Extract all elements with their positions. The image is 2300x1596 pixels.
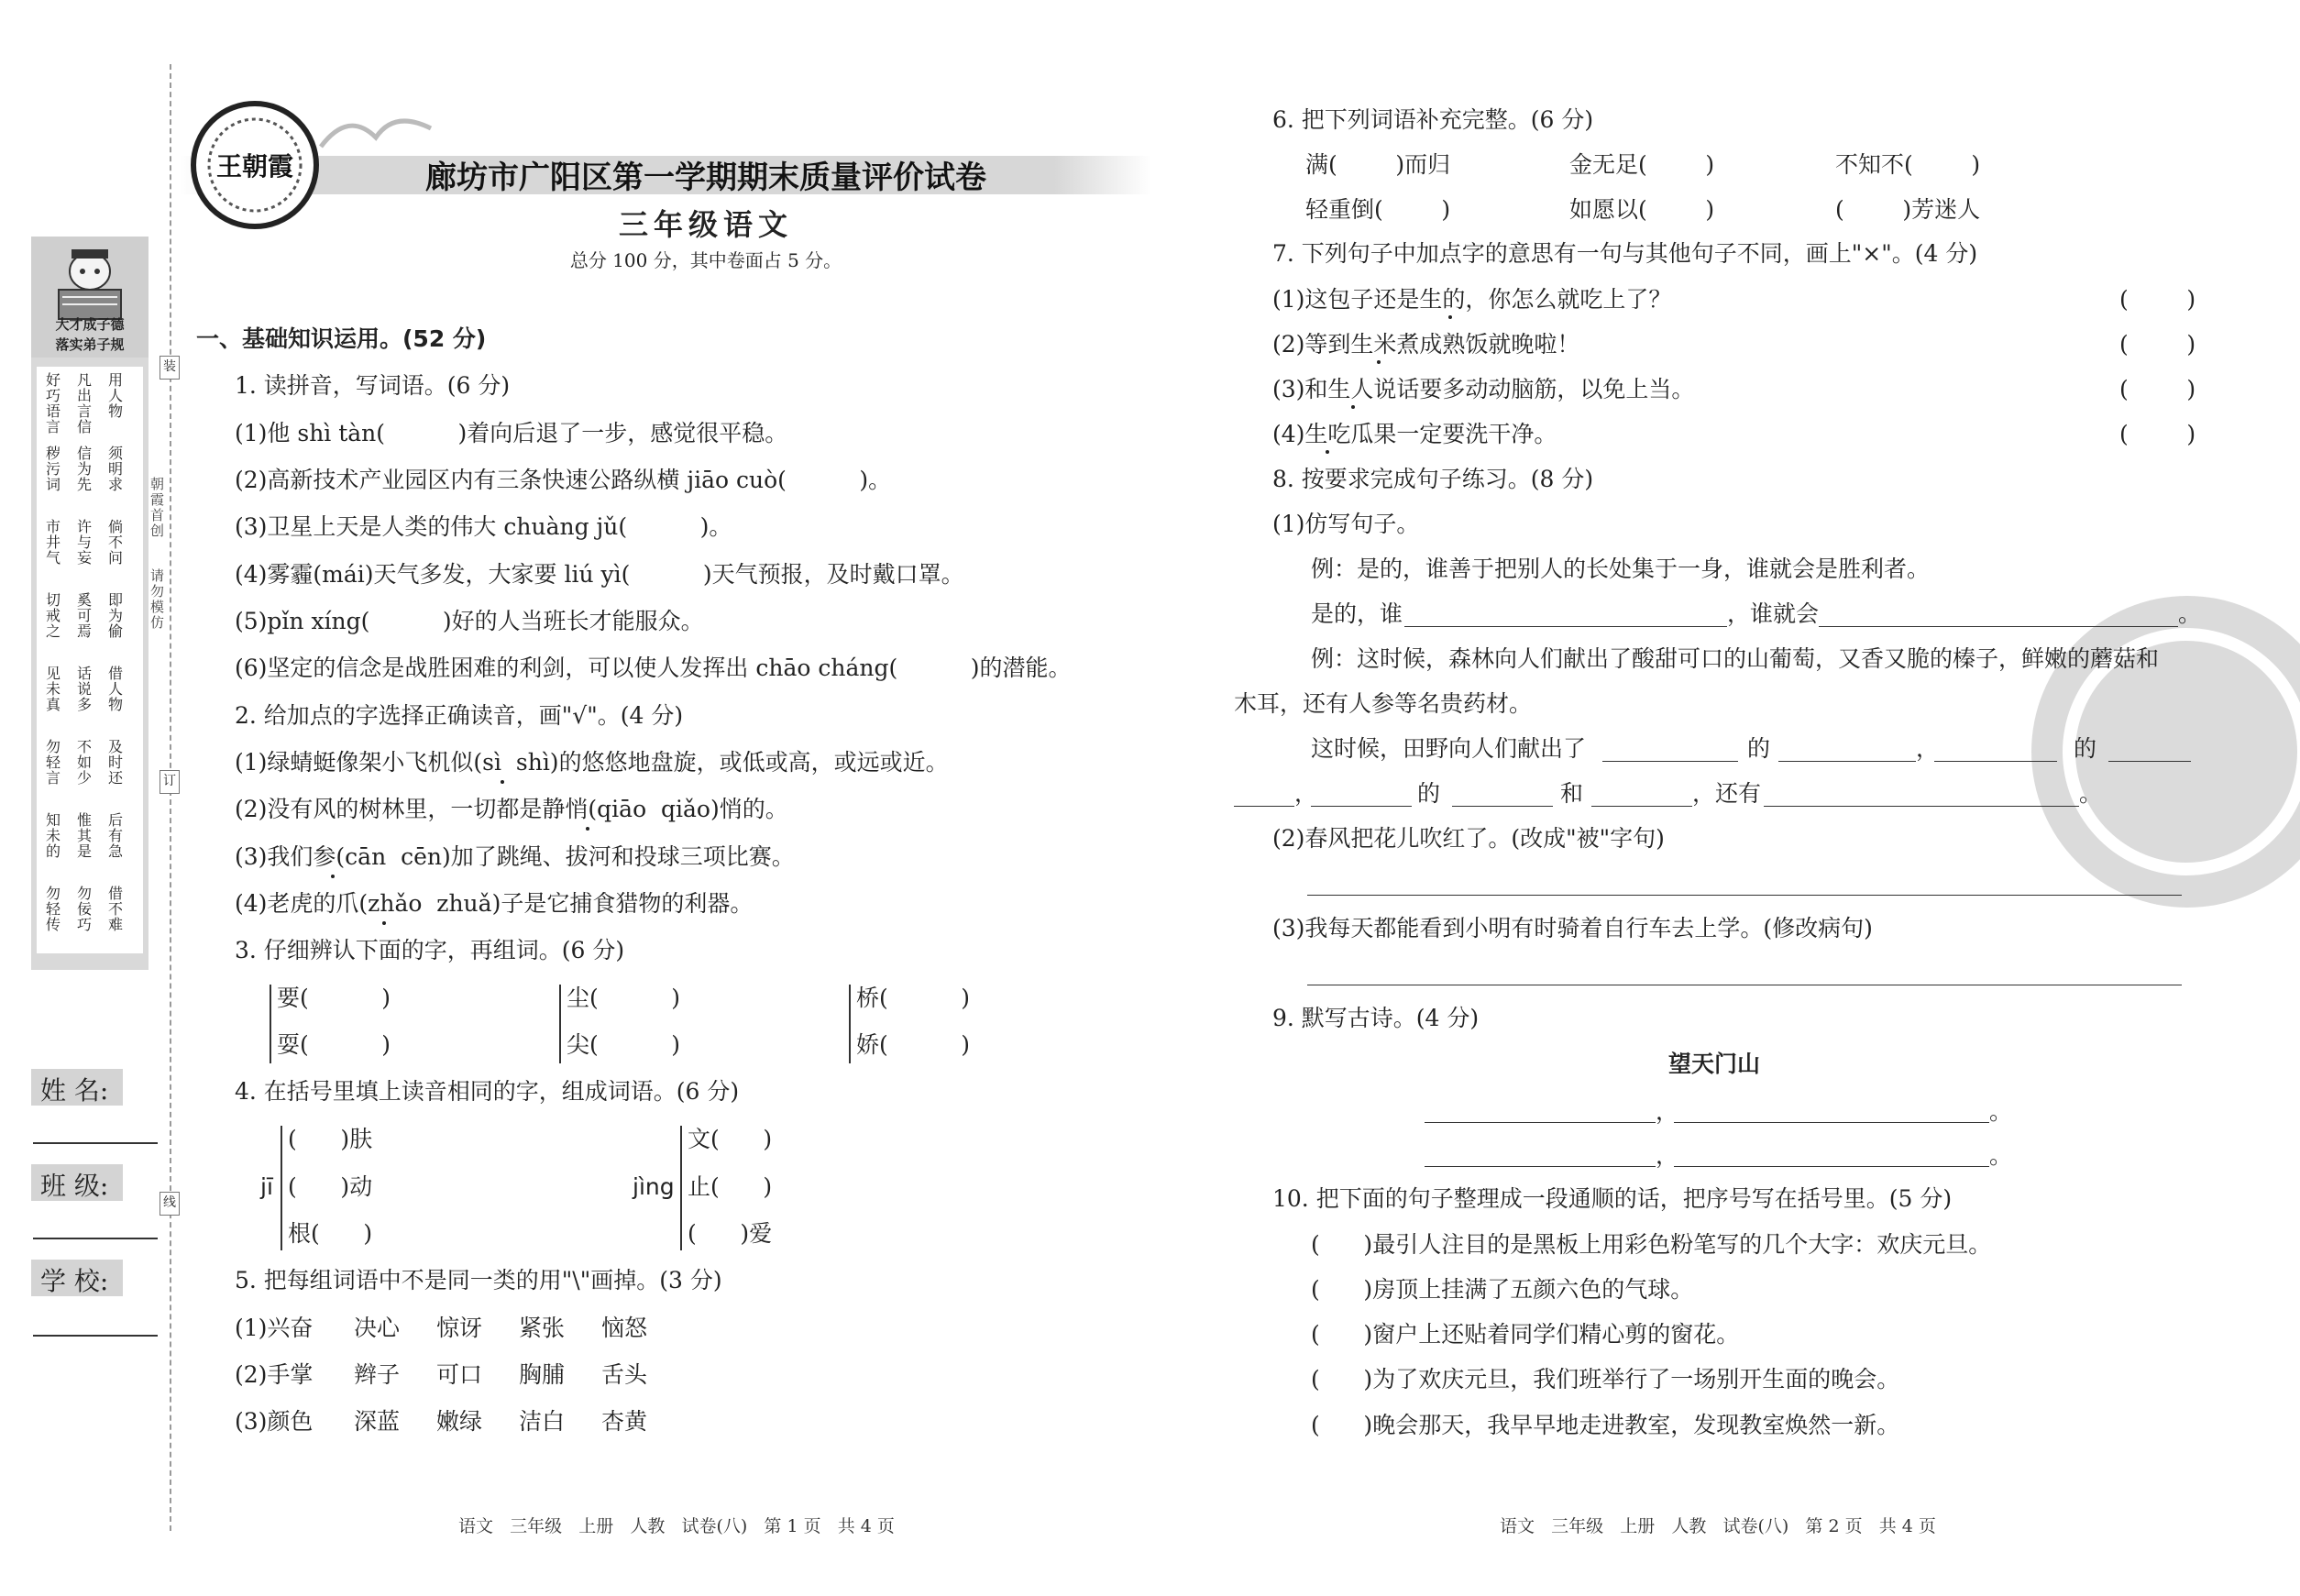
emphasis-dot (1351, 405, 1355, 409)
q8-fill1-end: 。 (2178, 600, 2202, 627)
q5-word[interactable]: (2)手掌 (235, 1361, 314, 1388)
q7-answer-3[interactable]: ( ) (2119, 376, 2196, 402)
q3-title: 3. 仔细辨认下面的字，再组词。(6 分) (235, 937, 625, 963)
ribbon-icon (312, 101, 440, 156)
q3-pair-3-a: 桥( ) (856, 985, 970, 1011)
seal-char-1: 装 (160, 356, 180, 380)
q4-title: 4. 在括号里填上读音相同的字，组成词语。(6 分) (235, 1078, 740, 1105)
exam-subtitle: 三年级语文 (618, 207, 793, 242)
motto-top-line-2: 落实弟子规 (55, 336, 125, 353)
fold-line (170, 64, 171, 1531)
q8-fill2-blank-2[interactable] (1778, 761, 1916, 762)
q8-fill2-blank-6[interactable] (1311, 806, 1412, 807)
emphasis-dot (1326, 450, 1329, 454)
q8-fill1-blank-2[interactable] (1819, 626, 2178, 627)
q6-r1-b: 金无足( ) (1569, 151, 1715, 178)
q8-fill1-prefix: 是的，谁 (1311, 600, 1403, 627)
page-2-footer: 语文 三年级 上册 人教 试卷(八) 第 2 页 共 4 页 (1500, 1516, 1936, 1536)
q7-item-4: (4)生吃瓜果一定要洗干净。 (1272, 421, 1557, 447)
q5-word[interactable]: 辫子 (354, 1361, 401, 1388)
q2-item-3: (3)我们参(cān cēn)加了跳绳、拔河和投球三项比赛。 (235, 843, 795, 870)
motto-column: 切戒之 (46, 591, 61, 640)
q2-item-2: (2)没有风的树林里，一切都是静悄(qiāo qiǎo)悄的。 (235, 796, 788, 822)
emphasis-dot (382, 921, 386, 925)
motto-column: 勿轻言 (46, 738, 61, 787)
q8-fill2-he: 和 (1560, 780, 1584, 807)
motto-column: 勿轻传 (46, 885, 61, 933)
q8-fill2-blank-7[interactable] (1452, 806, 1553, 807)
q6-r1-a: 满( )而归 (1305, 151, 1451, 178)
q6-r2-c: ( )芳迷人 (1835, 196, 1981, 223)
q7-answer-2[interactable]: ( ) (2119, 331, 2196, 358)
q10-title: 10. 把下面的句子整理成一段通顺的话，把序号写在括号里。(5 分) (1272, 1185, 1953, 1212)
q4-right-item-2: 止( ) (688, 1173, 773, 1200)
q3-pair-2-b: 尖( ) (567, 1031, 680, 1058)
poem-comma-2: ， (1656, 1142, 1679, 1169)
motto-column: 知未的 (46, 811, 61, 860)
motto-column: 后有急 (108, 811, 124, 860)
q8-fill2-comma-2: ， (1294, 780, 1318, 807)
q1-item-1: (1)他 shì tàn( )着向后退了一步，感觉很平稳。 (235, 420, 788, 446)
q7-answer-4[interactable]: ( ) (2119, 421, 2196, 447)
motto-column: 奚可焉 (77, 591, 93, 640)
q8-fill2-haiyou: ，还有 (1692, 780, 1762, 807)
q8-fill2-blank-8[interactable] (1591, 806, 1692, 807)
class-label: 班 级: (40, 1171, 109, 1201)
q4-right-item-3: ( )爱 (688, 1220, 773, 1247)
name-field[interactable] (33, 1142, 158, 1144)
scholar-icon (31, 237, 149, 328)
q8-example2: 例：这时候，森林向人们献出了酸甜可口的山葡萄，又香又脆的榛子，鲜嫩的蘑菇和 (1311, 645, 2160, 672)
q5-word[interactable]: 杏黄 (601, 1408, 648, 1435)
q1-item-6: (6)坚定的信念是战胜困难的利剑，可以使人发挥出 chāo cháng( )的潜能。 (235, 655, 1072, 681)
class-field[interactable] (33, 1238, 158, 1239)
q1-item-5: (5)pǐn xíng( )好的人当班长才能服众。 (235, 608, 704, 634)
q6-r2-a: 轻重倒( ) (1305, 196, 1451, 223)
seal-char-2: 订 (160, 770, 180, 794)
q6-r1-c: 不知不( ) (1835, 151, 1981, 178)
q5-word[interactable]: 可口 (436, 1361, 483, 1388)
q5-word[interactable]: 紧张 (519, 1315, 566, 1341)
q8-fill2-comma-1: ， (1916, 735, 1940, 762)
q8-fill2-blank-1[interactable] (1602, 761, 1738, 762)
motto-column: 不如少 (77, 738, 93, 787)
q1-item-3: (3)卫星上天是人类的伟大 chuàng jǔ( )。 (235, 513, 732, 540)
motto-column: 凡出言信 (77, 371, 93, 435)
poem-title: 望天门山 (1667, 1051, 1760, 1077)
exam-title: 廊坊市广阳区第一学期期末质量评价试卷 (425, 160, 986, 196)
q6-title: 6. 把下列词语补充完整。(6 分) (1272, 106, 1594, 133)
logo-text: 王朝霞 (215, 151, 293, 182)
emphasis-dot (501, 780, 504, 784)
q5-word[interactable]: (1)兴奋 (235, 1315, 314, 1341)
q7-item-3: (3)和生人说话要多动动脑筋，以免上当。 (1272, 376, 1695, 402)
page-1-footer: 语文 三年级 上册 人教 试卷(八) 第 1 页 共 4 页 (458, 1516, 895, 1536)
q3-pair-2-a: 尘( ) (567, 985, 680, 1011)
q1-title: 1. 读拼音，写词语。(6 分) (235, 372, 511, 399)
q1-item-2: (2)高新技术产业园区内有三条快速公路纵横 jiāo cuò( )。 (235, 467, 892, 493)
q8-fill1-blank-1[interactable] (1404, 626, 1727, 627)
q4-left-item-2: ( )动 (288, 1173, 373, 1200)
motto-column: 话说多 (77, 665, 93, 713)
q8-fill2-blank-9[interactable] (1764, 806, 2079, 807)
score-note: 总分 100 分，其中卷面占 5 分。 (569, 249, 842, 271)
poem-line-1a[interactable] (1425, 1122, 1656, 1123)
q8-sub1: (1)仿写句子。 (1272, 511, 1420, 537)
logo-badge (191, 101, 319, 229)
q1-item-4: (4)雾霾(mái)天气多发，大家要 liú yì( )天气预报，及时戴口罩。 (235, 561, 964, 588)
q8-fill2-de-3: 的 (1417, 780, 1441, 807)
motto-column: 秽污词 (46, 445, 61, 493)
q6-r2-b: 如愿以( ) (1569, 196, 1715, 223)
motto-column: 及时还 (108, 738, 124, 787)
q7-answer-1[interactable]: ( ) (2119, 286, 2196, 313)
motto-column: 见未真 (46, 665, 61, 713)
school-field[interactable] (33, 1335, 158, 1337)
q8-fill2-de-1: 的 (1747, 735, 1771, 762)
motto-column: 借不难 (108, 885, 124, 933)
q8-sub2: (2)春风把花儿吹红了。(改成"被"字句) (1272, 825, 1665, 852)
q5-word[interactable]: 惊讶 (436, 1315, 483, 1341)
motto-column: 惟其是 (77, 811, 93, 860)
motto-column: 借人物 (108, 665, 124, 713)
emphasis-dot (331, 875, 335, 878)
poem-period-1: 。 (1989, 1098, 2013, 1125)
motto-column: 市井气 (46, 518, 61, 567)
q8-title: 8. 按要求完成句子练习。(8 分) (1272, 466, 1594, 492)
emphasis-dot (1377, 360, 1381, 364)
poem-line-1b[interactable] (1674, 1122, 1989, 1123)
q8-fill2-blank-5[interactable] (1234, 806, 1294, 807)
poem-comma-1: ， (1656, 1098, 1679, 1125)
q8-fill2-prefix: 这时候，田野向人们献出了 (1311, 735, 1587, 762)
poem-period-2: 。 (1989, 1142, 2013, 1169)
q8-fill2-de-2: 的 (2074, 735, 2097, 762)
q8-fill1-mid: ，谁就会 (1727, 600, 1820, 627)
q5-word[interactable]: 决心 (354, 1315, 401, 1341)
q4-right-item-1: 文( ) (688, 1126, 773, 1152)
q7-item-1: (1)这包子还是生的，你怎么就吃上了？ (1272, 286, 1672, 313)
q4-right-pinyin: jìng (633, 1173, 675, 1200)
q10-item-1: ( )最引人注目的是黑板上用彩色粉笔写的几个大字：欢庆元旦。 (1311, 1231, 1992, 1258)
q7-item-2: (2)等到生米煮成熟饭就晚啦！ (1272, 331, 1580, 358)
q8-sub3: (3)我每天都能看到小明有时骑着自行车去上学。(修改病句) (1272, 915, 1873, 941)
school-label: 学 校: (40, 1266, 109, 1296)
q8-example2-cont: 木耳，还有人参等名贵药材。 (1234, 690, 1533, 717)
motto-column: 须明求 (108, 445, 124, 493)
q4-left-item-3: 根( ) (288, 1220, 373, 1247)
emphasis-dot (1448, 315, 1452, 319)
motto-column: 许与妄 (77, 518, 93, 567)
q2-item-4: (4)老虎的爪(zhǎo zhuǎ)子是它捕食猎物的利器。 (235, 890, 754, 917)
q5-word[interactable]: 恼怒 (601, 1315, 648, 1341)
motto-column: 即为偷 (108, 591, 124, 640)
side-note-1: 朝霞首创 (150, 476, 165, 539)
q3-pair-1-a: 要( ) (277, 985, 391, 1011)
q4-left-item-1: ( )肤 (288, 1126, 373, 1152)
q2-item-1: (1)绿蜻蜓像架小飞机似(sì shì)的悠悠地盘旋，或低或高，或远或近。 (235, 749, 949, 776)
q8-fill2-end: 。 (2079, 780, 2103, 807)
q5-word[interactable]: 嫩绿 (436, 1408, 483, 1435)
motto-column: 勿佞巧 (77, 885, 93, 933)
q10-item-4: ( )为了欢庆元旦，我们班举行了一场别开生面的晚会。 (1311, 1366, 1900, 1392)
q5-word[interactable]: 洁白 (519, 1408, 566, 1435)
motto-column: 好巧语言 (46, 371, 61, 435)
section-1-heading: 一、基础知识运用。(52 分) (196, 325, 487, 352)
q3-pair-3-b: 娇( ) (856, 1031, 970, 1058)
q7-title: 7. 下列句子中加点字的意思有一句与其他句子不同，画上"×"。(4 分) (1272, 240, 1978, 267)
q8-sub2-answer-line[interactable] (1307, 895, 2182, 896)
motto-top-line-1: 大才成子德 (55, 316, 125, 333)
poem-line-2b[interactable] (1674, 1166, 1989, 1167)
q3-pair-1-b: 耍( ) (277, 1031, 391, 1058)
poem-line-2a[interactable] (1425, 1166, 1656, 1167)
q8-fill2-blank-3[interactable] (1934, 761, 2057, 762)
q5-word[interactable]: 胸脯 (519, 1361, 566, 1388)
q4-left-pinyin: jī (260, 1173, 273, 1200)
q10-item-3: ( )窗户上还贴着同学们精心剪的窗花。 (1311, 1321, 1740, 1348)
motto-grid (37, 367, 143, 953)
q8-fill2-blank-4[interactable] (2108, 761, 2191, 762)
q10-item-5: ( )晚会那天，我早早地走进教室，发现教室焕然一新。 (1311, 1412, 1900, 1438)
q2-title: 2. 给加点的字选择正确读音，画"√"。(4 分) (235, 702, 684, 729)
q10-item-2: ( )房顶上挂满了五颜六色的气球。 (1311, 1276, 1694, 1303)
q5-word[interactable]: 舌头 (601, 1361, 648, 1388)
q5-word[interactable]: 深蓝 (354, 1408, 401, 1435)
q5-word[interactable]: (3)颜色 (235, 1408, 314, 1435)
motto-column: 信为先 (77, 445, 93, 493)
seal-char-3: 线 (160, 1192, 180, 1216)
emphasis-dot (586, 827, 589, 831)
motto-column: 用人物 (108, 371, 124, 420)
q5-rows (235, 1315, 876, 1461)
name-label: 姓 名: (40, 1075, 109, 1106)
side-note-2: 请勿模仿 (150, 567, 165, 631)
q9-title: 9. 默写古诗。(4 分) (1272, 1005, 1480, 1031)
q5-title: 5. 把每组词语中不是同一类的用"\"画掉。(3 分) (235, 1267, 722, 1293)
q8-example1: 例：是的，谁善于把别人的长处集于一身，谁就会是胜利者。 (1311, 556, 1931, 582)
motto-column: 倘不问 (108, 518, 124, 567)
